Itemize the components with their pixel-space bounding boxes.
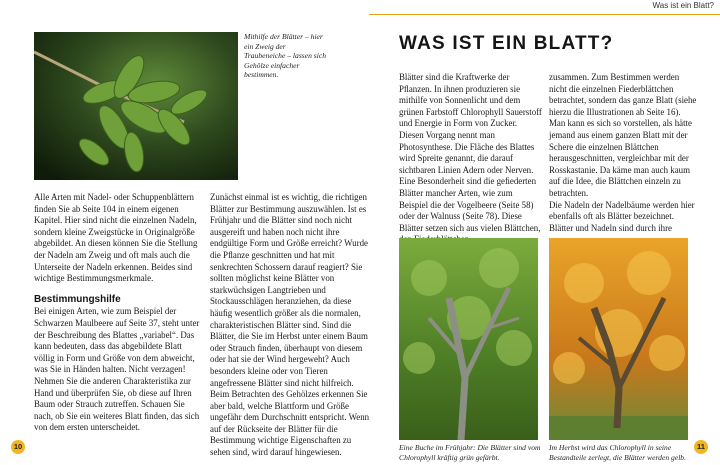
right-column-1 (399, 72, 543, 246)
paragraph: Bei einigen Arten, wie zum Beispiel der Schwarzen Maulbeere auf Seite 37, steht unter der Beschreibung des Blattes „variabel“. Das kann bedeuten, dass das abgebildete Blatt völlig in Form und Größe von dem abweicht, was Sie in Händen halten. Nicht verzagen! Nehmen Sie die anderen Charakteristika zur Hand und überprüfen Sie, ob diese auf Ihren Baum oder Strauch zutreffen. Schauen Sie nach, ob Sie ein weiteres Blatt ﬁnden, das sich von dem ersten unterscheidet. (34, 306, 200, 433)
right-column-2 (549, 72, 697, 234)
page-number-right: 11 (694, 440, 708, 454)
section-heading: Bestimmungshilfe (34, 293, 121, 305)
left-column-1 (34, 192, 202, 434)
chapter-title: Was ist ein Blatt? (652, 1, 714, 10)
page-title: WAS IST EIN BLATT? (399, 33, 614, 54)
paragraph: Blätter sind die Kraftwerke der Pﬂanzen. In ihnen produzieren sie mithilfe von Sonnenlicht und dem grünen Farbstoff Chlorophyll Sauerstoff und Energie in Form von Zucker. Diesen Vorgang nennt man Photosynthese. Die Fläche des Blattes wird Spreite genannt, die darauf sichtbaren Linien Adern oder Nerven. Eine Besonderheit sind die geﬁederten Blätter mancher Arten, wie zum Beispiel die der Vogelbeere (Seite 58) oder der Walnuss (Seite 78). Diese Blätter setzen sich aus vielen Blättchen, (399, 72, 542, 233)
paragraph: Die Nadeln der Nadelbäume werden hier ebenfalls oft als Blätter bezeichnet. Blätter und Nadeln sind durch ihre (549, 199, 695, 233)
photo-caption: Mithilfe der Blätter – hier ein Zweig der Traubeneiche – lassen sich Gehölze einfacher bestimmen. (244, 32, 327, 80)
beech-spring-photo (399, 238, 538, 440)
beech-autumn-photo (549, 238, 688, 440)
oak-branch-photo (34, 32, 238, 180)
paragraph: Zunächst einmal ist es wichtig, die richtigen Blätter zur Bestimmung auszuwählen. Ist es Frühjahr und die Blätter sind noch nicht ausgereift und haben noch nicht ihre endgültige Form und Größe erreicht? Wurde die Pﬂanze geschnitten und hat mit senkrechten Schossern darauf reagiert? Sie sollten möglichst keine Blätter von starkwüchsigen Langtrieben und Stockausschlägen heranziehen, da diese häuﬁg wesentlich größer als die normalen, charakteristischen Blätter sind. Sind die Blätter, die Sie im Herbst unter einem Baum oder Strauch ﬁnden, überhaupt von diesem oder hat sie der Wind hergeweht? Auch besonders kleine oder von Tieren angefressene Blätter sind nicht hilfreich. Beim Betrachten des Gehölzes erkennen Sie aber bald, welche Blattform und Größe ungefähr dem Durchschnitt entspricht. Wenn auf der Rückseite der Blätter für die Bestimmung wichtige Eigenschaften zu sehen sind, wird darauf hingewiesen. (210, 192, 370, 458)
page-number-left: 10 (11, 440, 25, 454)
photo-caption: Eine Buche im Frühjahr: Die Blätter sind vom Chlorophyll kräftig grün gefärbt. (399, 443, 541, 462)
left-column-2 (210, 192, 370, 459)
paragraph: Alle Arten mit Nadel- oder Schuppenblättern ﬁnden Sie ab Seite 104 in einem eigenen Kapitel. Hier sind nicht die einzelnen Nadeln, sondern kleine Zweigstücke in Originalgröße abgebildet. An diesen können Sie die Stellung der Nadeln am Zweig und oft mals auch die Unterseite der Nadeln erkennen. Beides sind wichtige Bestimmungsmerkmale. (34, 192, 198, 284)
photo-caption: Im Herbst wird das Chlorophyll in seine Bestandteile zerlegt, die Blätter werden gelb. (549, 443, 687, 462)
paragraph: zusammen. Zum Bestimmen werden nicht die einzelnen Fiederblättchen betrachtet, sondern das ganze Blatt (siehe hierzu die Illustrationen ab Seite 16). Man kann es sich so vorstellen, als hätte jemand aus einem ganzen Blatt mit der Schere die einzelnen Blättchen herausgeschnitten, vergleichbar mit der Rosskastanie. Da käme man auch kaum auf die Idee, die Blättchen einzeln zu betrachten. (549, 72, 697, 198)
